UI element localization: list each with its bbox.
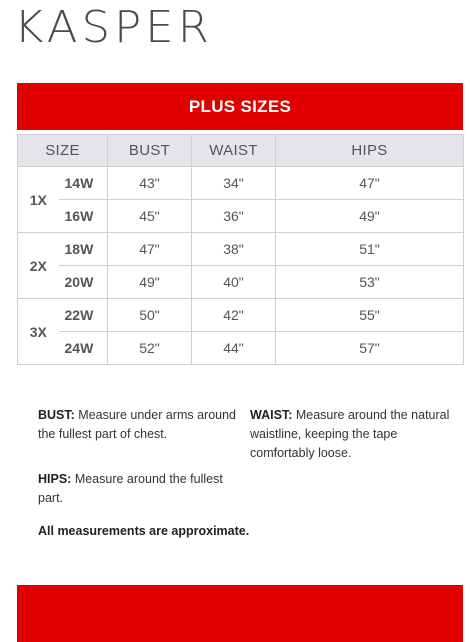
size-w: 24W <box>59 332 108 365</box>
bust-note-text: Measure under arms around the fullest part of chest. <box>38 408 237 441</box>
bust-value: 45" <box>108 200 192 233</box>
hips-value: 53" <box>276 266 464 299</box>
bust-note <box>38 406 243 444</box>
size-w: 16W <box>59 200 108 233</box>
size-letter: 2X <box>18 233 59 299</box>
size-w: 20W <box>59 266 108 299</box>
bust-value: 47" <box>108 233 192 266</box>
kasper-logo: KASPER <box>14 2 213 53</box>
waist-note <box>250 406 450 463</box>
size-chart-table <box>17 134 464 365</box>
bust-value: 43" <box>108 167 192 200</box>
table-header-row <box>18 135 464 167</box>
table-row <box>18 167 464 200</box>
plus-sizes-banner <box>17 83 463 130</box>
waist-value: 34" <box>192 167 276 200</box>
size-letter: 3X <box>18 299 59 365</box>
table-row <box>18 233 464 266</box>
hips-value: 57" <box>276 332 464 365</box>
hips-note <box>38 470 238 508</box>
hips-value: 51" <box>276 233 464 266</box>
table-row <box>18 266 464 299</box>
hips-value: 49" <box>276 200 464 233</box>
waist-note-text: Measure around the natural waistline, keeping the tape comfortably loose. <box>250 408 450 460</box>
waist-value: 44" <box>192 332 276 365</box>
hips-value: 55" <box>276 299 464 332</box>
bust-note-label: BUST: <box>38 408 75 422</box>
banner-title: PLUS SIZES <box>188 96 292 116</box>
table-row <box>18 200 464 233</box>
bust-value: 52" <box>108 332 192 365</box>
size-letter: 1X <box>18 167 59 233</box>
size-w: 18W <box>59 233 108 266</box>
bust-header: BUST <box>108 135 192 167</box>
hips-value: 47" <box>276 167 464 200</box>
size-header: SIZE <box>18 135 108 167</box>
bust-value: 49" <box>108 266 192 299</box>
waist-value: 42" <box>192 299 276 332</box>
size-w: 22W <box>59 299 108 332</box>
waist-value: 38" <box>192 233 276 266</box>
hips-header: HIPS <box>276 135 464 167</box>
waist-value: 40" <box>192 266 276 299</box>
bust-value: 50" <box>108 299 192 332</box>
bottom-banner <box>17 585 463 642</box>
table-row <box>18 332 464 365</box>
waist-value: 36" <box>192 200 276 233</box>
size-w: 14W <box>59 167 108 200</box>
hips-note-label: HIPS: <box>38 472 72 486</box>
waist-header: WAIST <box>192 135 276 167</box>
waist-note-label: WAIST: <box>250 408 293 422</box>
hips-note-text: Measure around the fullest part. <box>38 472 223 505</box>
approx-note: All measurements are approximate. <box>38 524 250 538</box>
table-row <box>18 299 464 332</box>
